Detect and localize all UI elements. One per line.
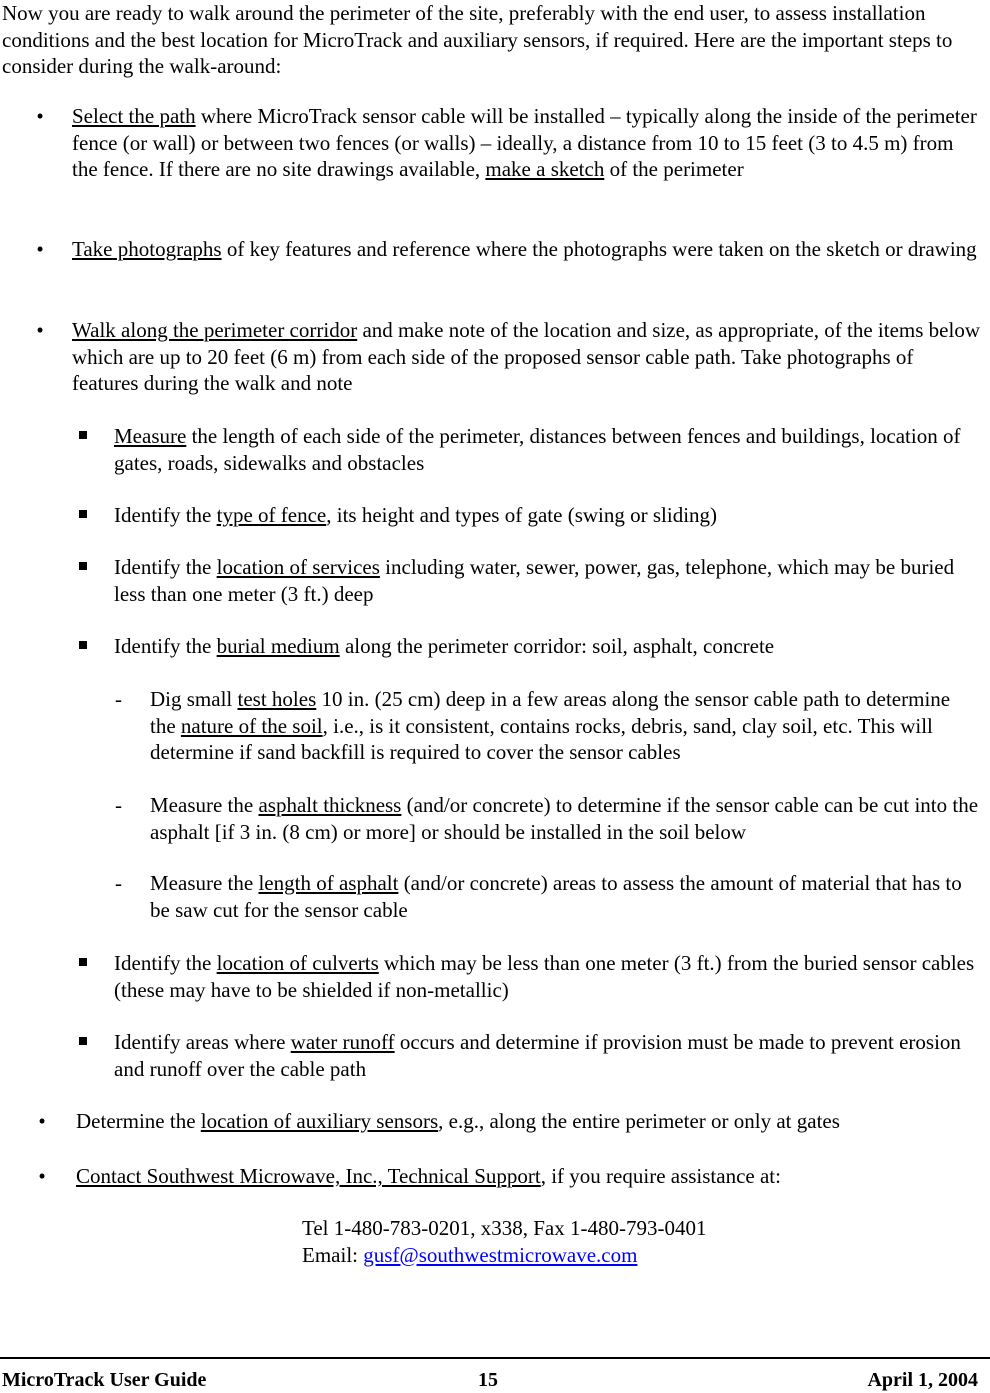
sub-item-location-of-culverts	[0, 950, 980, 1003]
dash-bullet: -	[115, 871, 122, 895]
underlined-term: length of asphalt	[258, 871, 399, 895]
dash-item-length-of-asphalt	[0, 870, 980, 923]
list-item-text: Measure the asphalt thickness (and/or concrete) to determine if the sensor cable can be cut into the asphalt [if 3 in. (8 cm) or more] or should be installed in the soil below	[150, 793, 979, 844]
underlined-term: Walk along the perimeter corridor	[72, 318, 358, 342]
list-item-text: Identify the burial medium along the perimeter corridor: soil, asphalt, concrete	[114, 634, 775, 658]
intro-paragraph: Now you are ready to walk around the perimeter of the site, preferably with the end user, to assess installation conditions and the best location for MicroTrack and auxiliary sensors, if required. Here are the important steps to consider during the walk-around:	[2, 1, 953, 78]
underlined-term: burial medium	[216, 634, 340, 658]
underlined-term: water runoff	[290, 1030, 395, 1054]
bullet-icon: •	[36, 237, 44, 261]
dash-bullet: -	[115, 687, 122, 711]
square-bullet-icon	[79, 1037, 87, 1045]
footer-date: April 1, 2004	[867, 1369, 978, 1391]
list-item-text: Take photographs of key features and reference where the photographs were taken on the sketch or drawing	[72, 237, 977, 261]
sub-item-measure	[0, 423, 980, 476]
email-line: Email: gusf@southwestmicrowave.com	[302, 1242, 638, 1267]
bullet-icon: •	[38, 1109, 46, 1133]
page-footer	[0, 1367, 990, 1393]
sub-item-water-runoff	[0, 1029, 980, 1082]
email-link[interactable]: gusf@southwestmicrowave.com	[363, 1242, 638, 1267]
underlined-term: Contact Southwest Microwave, Inc., Technical Support	[76, 1164, 541, 1188]
dash-bullet: -	[115, 793, 122, 817]
list-item-text: Identify areas where water runoff occurs and determine if provision must be made to prevent erosion and runoff over the cable path	[114, 1030, 961, 1081]
list-item-text: Determine the location of auxiliary sensors, e.g., along the entire perimeter or only at gates	[76, 1109, 840, 1133]
phone-fax-line: Tel 1-480-783-0201, x338, Fax 1-480-793-0401	[302, 1216, 707, 1240]
list-item-text: Contact Southwest Microwave, Inc., Technical Support, if you require assistance at:	[76, 1164, 781, 1188]
page-number: 15	[478, 1369, 498, 1391]
footer-divider	[0, 1357, 990, 1359]
underlined-term: nature of the soil	[180, 713, 323, 738]
underlined-term: asphalt thickness	[258, 793, 402, 817]
dash-item-asphalt-thickness	[0, 792, 980, 845]
list-item-text: Measure the length of asphalt (and/or concrete) areas to assess the amount of material that has to be saw cut for the sensor cable	[150, 871, 962, 922]
sub-item-burial-medium	[0, 633, 980, 660]
square-bullet-icon	[79, 562, 87, 570]
bullet-icon: •	[36, 318, 44, 342]
underlined-term: location of auxiliary sensors	[200, 1109, 439, 1133]
list-item-contact-support	[0, 1163, 980, 1190]
list-item-text: Select the path where MicroTrack sensor cable will be installed – typically along the inside of the perimeter fence (or wall) or between two fences (or walls) – ideally, a distance from 10 to 15 feet (3 to 4.5 m) from the fence. If there are no site drawings available, make a sketch of the perimeter	[72, 104, 977, 181]
underlined-term: Measure	[114, 424, 187, 448]
underlined-term: type of fence	[216, 503, 327, 527]
square-bullet-icon	[79, 958, 87, 966]
underlined-term: make a sketch	[485, 157, 605, 181]
footer-title: MicroTrack User Guide	[2, 1369, 207, 1391]
square-bullet-icon	[79, 431, 87, 439]
list-item-text: Dig small test holes 10 in. (25 cm) deep in a few areas along the sensor cable path to determine the nature of the soil, i.e., is it consistent, contains rocks, debris, sand, clay soil, etc. This will determine if sand backfill is required to cover the sensor cables	[150, 687, 951, 764]
list-item-text: Identify the location of services including water, sewer, power, gas, telephone, which may be buried less than one meter (3 ft.) deep	[114, 555, 955, 606]
list-item-take-photographs	[0, 236, 980, 263]
square-bullet-icon	[79, 510, 87, 518]
underlined-term: Select the path	[72, 104, 196, 128]
bullet-icon: •	[36, 104, 44, 128]
list-item-text: Walk along the perimeter corridor and make note of the location and size, as appropriate, of the items below which are up to 20 feet (6 m) from each side of the proposed sensor cable path. Take photographs of features during the walk and note	[72, 318, 980, 395]
list-item-text: Identify the type of fence, its height and types of gate (swing or sliding)	[114, 503, 718, 527]
underlined-term: test holes	[237, 687, 317, 711]
list-item-select-path	[0, 103, 980, 183]
underlined-term: location of services	[216, 555, 380, 579]
dash-item-test-holes	[0, 686, 980, 766]
square-bullet-icon	[79, 641, 87, 649]
underlined-term: location of culverts	[216, 951, 379, 975]
contact-block	[302, 1215, 706, 1268]
list-item-text: Measure the length of each side of the perimeter, distances between fences and buildings, location of gates, roads, sidewalks and obstacles	[114, 424, 961, 475]
list-item-auxiliary-sensors	[0, 1108, 980, 1135]
bullet-icon: •	[38, 1164, 46, 1188]
sub-item-location-of-services	[0, 554, 980, 607]
underlined-term: Take photographs	[72, 237, 222, 261]
sub-item-type-of-fence	[0, 502, 980, 529]
list-item-text: Identify the location of culverts which may be less than one meter (3 ft.) from the buried sensor cables (these may have to be shielded if non-metallic)	[114, 951, 975, 1002]
list-item-walk-perimeter	[0, 317, 980, 397]
